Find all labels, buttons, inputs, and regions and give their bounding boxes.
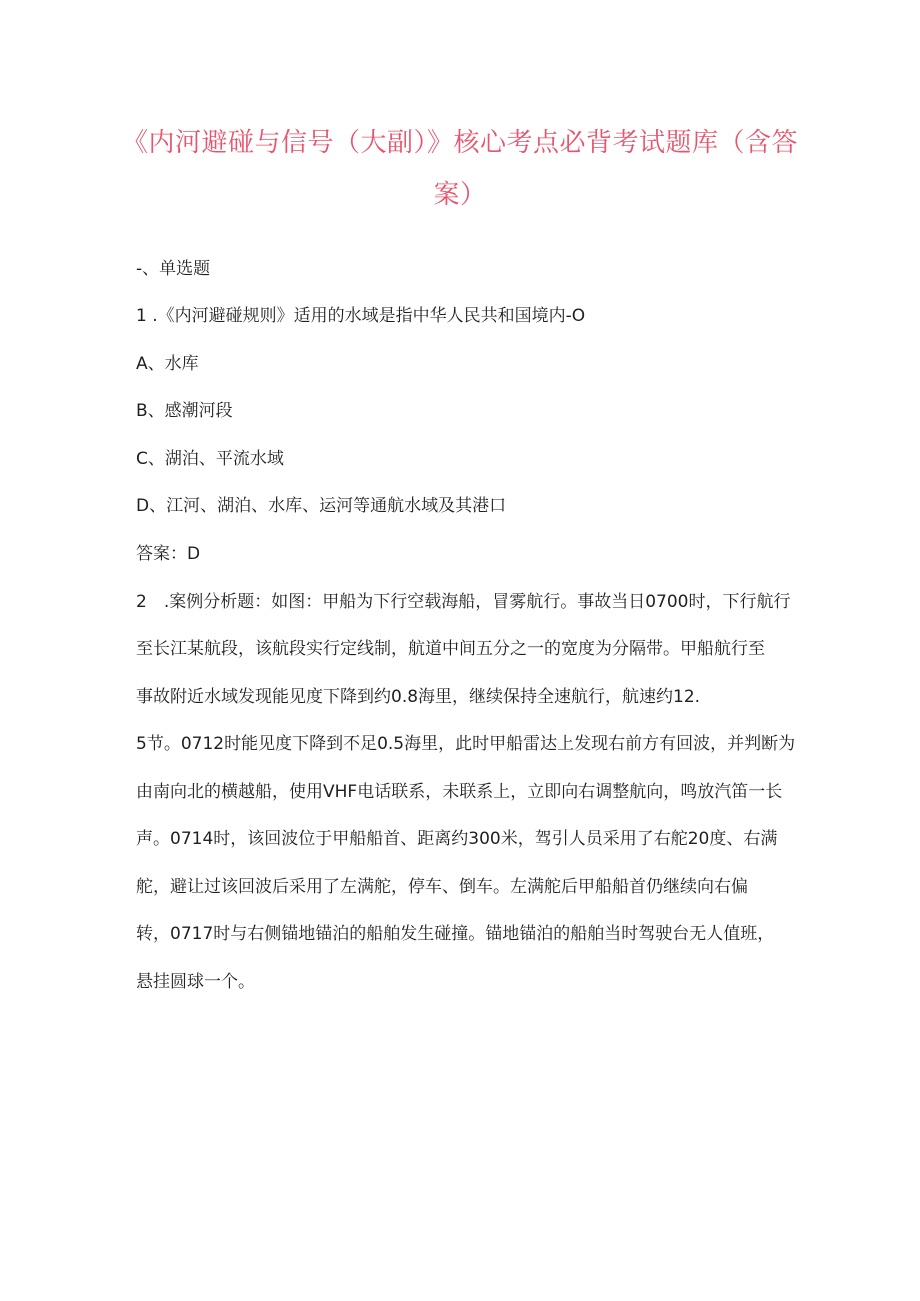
document-title-line-2: 案） (433, 180, 487, 210)
question-2-stem-line: 悬挂圆球一个。 (136, 972, 255, 992)
question-1-stem: 1 .《内河避碰规则》适用的水域是指中华人民共和国境内-O (136, 306, 586, 326)
question-1-option-d: D、江河、湖泊、水库、运河等通航水域及其港口 (136, 496, 507, 516)
question-1-option-c: C、湖泊、平流水域 (136, 449, 284, 469)
question-1-option-b: B、感潮河段 (136, 401, 233, 421)
question-2-stem-line: 转，0717时与右侧锚地锚泊的船舶发生碰撞。锚地锚泊的船舶当时驾驶台无人值班， (136, 924, 775, 944)
question-1-answer: 答案：D (136, 544, 201, 564)
question-2-stem-line: 2 .案例分析题：如图：甲船为下行空载海船，冒雾航行。事故当日0700时，下行航行 (136, 592, 791, 612)
question-2-stem-line: 舵，避让过该回波后采用了左满舵，停车、倒车。左满舵后甲船船首仍继续向右偏 (136, 877, 748, 897)
question-2-stem-line: 声。0714时，该回波位于甲船船首、距离约300米，驾引人员采用了右舵20度、右满 (136, 829, 778, 849)
question-1-option-a: A、水库 (136, 354, 199, 374)
document-title-line-1: 《内河避碰与信号（大副）》核心考点必背考试题库（含答 (121, 128, 798, 158)
question-2-stem-line: 事故附近水域发现能见度下降到约0.8海里，继续保持全速航行，航速约12. (136, 687, 701, 707)
question-2-stem-line: 由南向北的横越船，使用VHF电话联系，未联系上，立即向右调整航向，鸣放汽笛一长 (136, 782, 783, 802)
question-2-stem-line: 至长江某航段，该航段实行定线制，航道中间五分之一的宽度为分隔带。甲船航行至 (136, 639, 765, 659)
section-heading: -、单选题 (136, 259, 211, 279)
question-2-stem-line: 5节。0712时能见度下降到不足0.5海里，此时甲船雷达上发现右前方有回波，并判断为 (136, 734, 796, 754)
